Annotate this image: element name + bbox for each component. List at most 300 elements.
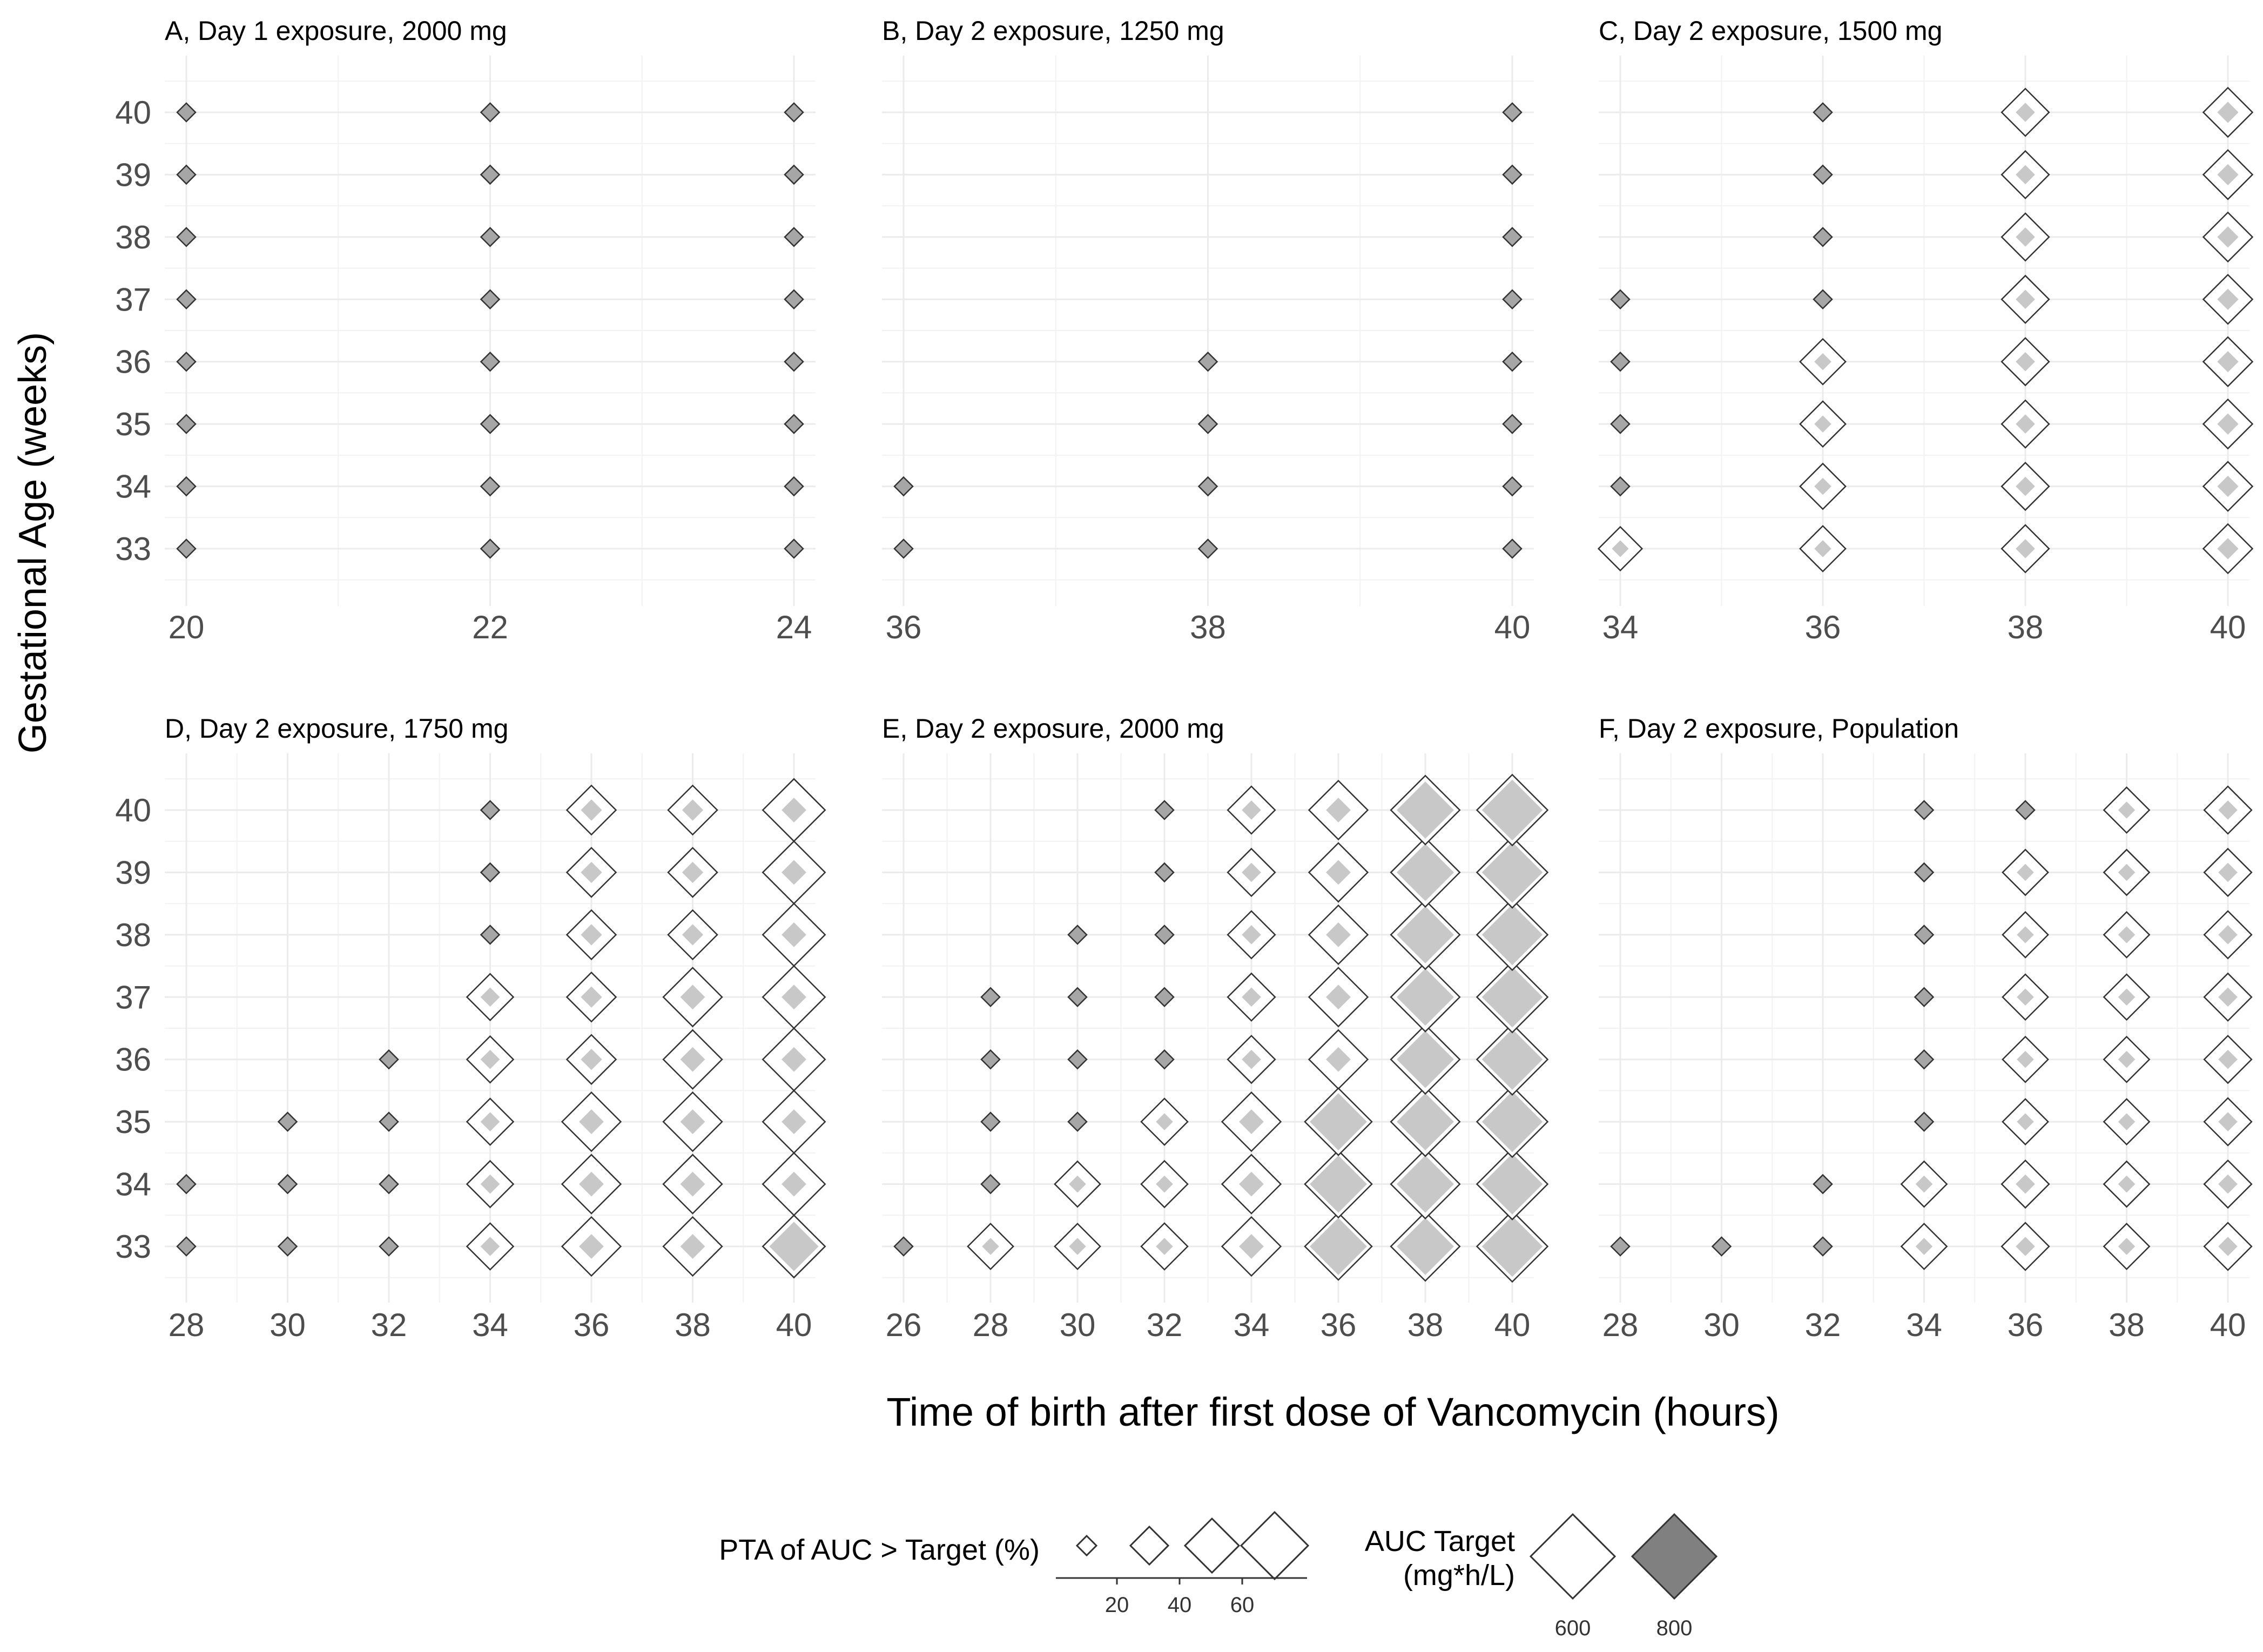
- point-marker: [177, 477, 196, 496]
- data-point: [2203, 150, 2252, 199]
- minor-grid: [1599, 56, 2249, 606]
- point-marker: [279, 1237, 297, 1256]
- minor-grid: [882, 753, 1534, 1303]
- data-point: [2104, 1161, 2149, 1206]
- x-tick-label: 36: [885, 609, 922, 645]
- point-marker: [1155, 863, 1174, 881]
- point-marker: [380, 1112, 398, 1131]
- data-point: [2002, 525, 2049, 572]
- data-point: [2002, 1161, 2049, 1208]
- point-auc800: [769, 1221, 819, 1272]
- data-point: [1228, 973, 1275, 1021]
- data-point: [1199, 415, 1217, 433]
- data-point: [1800, 463, 1846, 509]
- data-point: [1814, 1237, 1832, 1256]
- data-point: [467, 1098, 514, 1145]
- data-point: [177, 353, 196, 371]
- point-marker: [481, 863, 500, 881]
- x-tick-label: 20: [168, 609, 205, 645]
- data-point: [763, 779, 825, 841]
- point-marker: [894, 1237, 913, 1256]
- x-tick-label: 28: [1602, 1307, 1639, 1343]
- data-point: [562, 1093, 621, 1151]
- legend-pta-label-20: 20: [1104, 1593, 1129, 1617]
- point-auc800: [1396, 1155, 1455, 1213]
- y-tick-label: 38: [115, 219, 151, 255]
- data-point: [2203, 212, 2252, 261]
- data-point: [481, 165, 500, 184]
- x-tick-label: 38: [1407, 1307, 1444, 1343]
- data-point: [663, 968, 722, 1027]
- data-point: [481, 477, 500, 496]
- data-point: [467, 974, 514, 1020]
- data-point: [1309, 1030, 1368, 1089]
- data-point: [2002, 338, 2049, 386]
- x-tick-label: 34: [472, 1307, 508, 1343]
- point-marker: [481, 103, 500, 122]
- point-marker: [177, 540, 196, 558]
- data-point: [2204, 1036, 2252, 1083]
- point-marker: [1611, 477, 1629, 496]
- point-marker: [785, 415, 803, 433]
- data-point: [1391, 963, 1460, 1032]
- point-marker: [981, 1112, 1000, 1131]
- data-point: [2204, 849, 2252, 896]
- data-point: [2104, 787, 2149, 833]
- data-point: [2002, 213, 2049, 261]
- point-marker: [1199, 353, 1217, 371]
- data-point: [763, 841, 825, 903]
- data-point: [2204, 1161, 2252, 1208]
- point-marker: [785, 353, 803, 371]
- data-point: [562, 1155, 621, 1213]
- data-point: [380, 1112, 398, 1131]
- data-point: [567, 910, 616, 959]
- data-point: [1713, 1237, 1731, 1256]
- point-marker: [1068, 988, 1087, 1006]
- data-point: [279, 1175, 297, 1194]
- data-point: [1155, 926, 1174, 944]
- data-point: [2204, 1223, 2252, 1270]
- data-point: [1155, 801, 1174, 819]
- x-tick-label: 32: [1804, 1307, 1841, 1343]
- point-auc800: [1396, 968, 1455, 1027]
- point-marker: [981, 988, 1000, 1006]
- data-point: [2203, 524, 2252, 573]
- data-point: [1141, 1223, 1188, 1270]
- point-marker: [177, 353, 196, 371]
- y-tick-label: 39: [115, 157, 151, 193]
- point-marker: [481, 801, 500, 819]
- data-point: [1068, 988, 1087, 1006]
- data-point: [1477, 775, 1548, 846]
- y-tick-label: 39: [115, 854, 151, 891]
- point-marker: [177, 1175, 196, 1194]
- data-point: [2203, 275, 2252, 324]
- point-marker: [1503, 415, 1521, 433]
- y-tick-label: 33: [115, 1229, 151, 1265]
- legend-pta-key-2: [1130, 1527, 1168, 1565]
- data-point: [1915, 988, 1934, 1006]
- data-point: [177, 165, 196, 184]
- data-point: [663, 1155, 722, 1213]
- data-point: [1814, 103, 1832, 122]
- data-point: [968, 1224, 1013, 1269]
- data-point: [1503, 353, 1521, 371]
- data-point: [763, 1028, 825, 1090]
- point-marker: [380, 1050, 398, 1069]
- data-point: [2104, 1099, 2149, 1144]
- data-point: [481, 228, 500, 246]
- data-point: [663, 1217, 722, 1276]
- data-point: [1391, 1212, 1460, 1281]
- x-tick-label: 36: [573, 1307, 610, 1343]
- point-marker: [1068, 926, 1087, 944]
- y-tick-label: 36: [115, 343, 151, 380]
- data-point: [1611, 415, 1629, 433]
- point-marker: [1915, 1112, 1934, 1131]
- data-point: [1228, 1036, 1275, 1083]
- point-auc800: [1481, 1215, 1543, 1277]
- data-point: [1915, 1050, 1934, 1069]
- data-point: [1901, 1224, 1947, 1269]
- x-tick-label: 34: [1602, 609, 1639, 645]
- data-point: [785, 477, 803, 496]
- data-point: [2204, 786, 2252, 834]
- data-point: [763, 966, 825, 1028]
- data-point: [2003, 974, 2048, 1020]
- point-marker: [1199, 477, 1217, 496]
- point-marker: [785, 477, 803, 496]
- panels: [115, 16, 2252, 1343]
- data-point: [663, 1030, 722, 1089]
- y-tick-label: 35: [115, 1104, 151, 1141]
- y-tick-label: 33: [115, 531, 151, 567]
- point-auc800: [1396, 843, 1455, 902]
- point-marker: [1915, 926, 1934, 944]
- x-tick-label: 34: [1233, 1307, 1270, 1343]
- data-point: [467, 1161, 514, 1208]
- data-point: [1155, 1050, 1174, 1069]
- data-point: [1391, 1087, 1460, 1156]
- point-auc800: [1396, 905, 1455, 964]
- x-tick-label: 40: [2210, 1307, 2246, 1343]
- data-point: [1814, 165, 1832, 184]
- data-point: [1915, 1112, 1934, 1131]
- x-tick-label: 38: [2007, 609, 2044, 645]
- data-point: [1305, 1088, 1372, 1155]
- data-point: [1800, 339, 1846, 385]
- data-point: [763, 903, 825, 966]
- legend-pta-key-4: [1241, 1512, 1308, 1579]
- y-tick-label: 37: [115, 281, 151, 318]
- data-point: [567, 785, 616, 834]
- legend-pta-label-40: 40: [1167, 1593, 1192, 1617]
- data-point: [562, 1217, 621, 1276]
- data-point: [481, 103, 500, 122]
- data-point: [1309, 905, 1368, 964]
- point-marker: [1503, 353, 1521, 371]
- data-point: [2002, 400, 2049, 448]
- panel-b: [882, 16, 1534, 645]
- point-marker: [1503, 540, 1521, 558]
- data-point: [1055, 1161, 1100, 1206]
- point-marker: [177, 290, 196, 308]
- data-point: [785, 540, 803, 558]
- legend-pta-key-3: [1185, 1519, 1239, 1573]
- data-point: [1222, 1217, 1281, 1276]
- data-point: [1068, 1050, 1087, 1069]
- point-marker: [785, 228, 803, 246]
- data-point: [894, 477, 913, 496]
- point-marker: [1503, 228, 1521, 246]
- point-marker: [380, 1237, 398, 1256]
- data-point: [1305, 1151, 1372, 1218]
- data-point: [1611, 353, 1629, 371]
- point-marker: [981, 1050, 1000, 1069]
- point-marker: [177, 1237, 196, 1256]
- data-point: [668, 848, 717, 897]
- x-tick-label: 30: [1703, 1307, 1740, 1343]
- point-marker: [177, 103, 196, 122]
- point-marker: [2016, 801, 2035, 819]
- y-tick-label: 35: [115, 406, 151, 443]
- legend-auc-label-800: 800: [1656, 1616, 1693, 1640]
- point-marker: [1713, 1237, 1731, 1256]
- data-point: [481, 353, 500, 371]
- data-point: [2104, 1037, 2149, 1082]
- data-point: [481, 415, 500, 433]
- data-point: [763, 1215, 825, 1277]
- data-point: [177, 477, 196, 496]
- data-point: [1228, 849, 1275, 896]
- x-axis-title: Time of birth after first dose of Vancomycin (hours): [886, 1390, 1780, 1434]
- data-point: [2104, 974, 2149, 1020]
- x-tick-label: 38: [2109, 1307, 2145, 1343]
- point-marker: [785, 290, 803, 308]
- data-point: [1155, 863, 1174, 881]
- data-point: [1477, 837, 1548, 908]
- data-point: [177, 1237, 196, 1256]
- data-point: [1391, 1150, 1460, 1219]
- x-tick-label: 30: [270, 1307, 306, 1343]
- data-point: [894, 1237, 913, 1256]
- data-point: [1503, 540, 1521, 558]
- point-marker: [1155, 801, 1174, 819]
- data-point: [380, 1175, 398, 1194]
- point-marker: [177, 228, 196, 246]
- point-marker: [1814, 228, 1832, 246]
- y-tick-label: 38: [115, 916, 151, 953]
- point-marker: [1611, 1237, 1629, 1256]
- legend: [719, 1512, 1716, 1640]
- data-point: [1228, 911, 1275, 959]
- data-point: [481, 926, 500, 944]
- point-marker: [1611, 415, 1629, 433]
- data-point: [2203, 462, 2252, 511]
- data-point: [981, 1050, 1000, 1069]
- point-marker: [1611, 353, 1629, 371]
- y-axis-title: Gestational Age (weeks): [11, 332, 55, 754]
- x-tick-label: 40: [776, 1307, 812, 1343]
- point-marker: [1814, 1175, 1832, 1194]
- point-marker: [481, 165, 500, 184]
- x-tick-label: 40: [1494, 609, 1531, 645]
- data-point: [785, 165, 803, 184]
- data-point: [177, 228, 196, 246]
- legend-pta-key-1: [1077, 1536, 1096, 1555]
- data-point: [1068, 926, 1087, 944]
- data-point: [2104, 1224, 2149, 1269]
- data-point: [567, 848, 616, 897]
- panel-a-title: A, Day 1 exposure, 2000 mg: [165, 16, 507, 46]
- point-marker: [1814, 1237, 1832, 1256]
- data-point: [2204, 973, 2252, 1021]
- data-point: [1611, 1237, 1629, 1256]
- point-marker: [380, 1175, 398, 1194]
- point-auc800: [1481, 903, 1543, 966]
- legend-auc-label-600: 600: [1554, 1616, 1591, 1640]
- data-point: [1391, 838, 1460, 907]
- point-marker: [1915, 1050, 1934, 1069]
- data-point: [1915, 863, 1934, 881]
- legend-auc-title-line1: AUC Target: [1364, 1525, 1515, 1557]
- data-point: [1155, 988, 1174, 1006]
- x-tick-label: 30: [1059, 1307, 1096, 1343]
- data-point: [2002, 151, 2049, 199]
- point-marker: [1611, 290, 1629, 308]
- point-marker: [1915, 863, 1934, 881]
- data-point: [1309, 781, 1368, 840]
- data-point: [2204, 911, 2252, 959]
- data-point: [2203, 87, 2252, 137]
- x-tick-label: 40: [1494, 1307, 1531, 1343]
- data-point: [1814, 228, 1832, 246]
- point-marker: [1814, 165, 1832, 184]
- data-point: [1222, 1155, 1281, 1213]
- data-point: [1611, 477, 1629, 496]
- data-point: [177, 540, 196, 558]
- x-tick-label: 26: [885, 1307, 922, 1343]
- data-point: [2002, 89, 2049, 136]
- data-point: [1477, 1211, 1548, 1282]
- x-tick-label: 40: [2210, 609, 2246, 645]
- x-tick-label: 36: [1804, 609, 1841, 645]
- data-point: [1901, 1161, 1947, 1206]
- data-point: [279, 1112, 297, 1131]
- data-point: [785, 228, 803, 246]
- panel-d-title: D, Day 2 exposure, 1750 mg: [165, 713, 509, 744]
- point-marker: [481, 540, 500, 558]
- data-point: [177, 290, 196, 308]
- x-tick-label: 28: [168, 1307, 205, 1343]
- data-point: [2003, 912, 2048, 958]
- panel-f: [1599, 713, 2252, 1343]
- data-point: [1222, 1093, 1281, 1151]
- data-point: [481, 801, 500, 819]
- data-point: [894, 540, 913, 558]
- point-marker: [1155, 988, 1174, 1006]
- legend-auc-600-key: [1531, 1514, 1615, 1599]
- data-point: [2104, 912, 2149, 958]
- point-marker: [481, 353, 500, 371]
- data-point: [1814, 290, 1832, 308]
- data-point: [1477, 1087, 1548, 1157]
- data-point: [1477, 1024, 1548, 1095]
- point-marker: [1155, 926, 1174, 944]
- data-point: [1599, 527, 1642, 571]
- point-marker: [177, 415, 196, 433]
- point-marker: [1915, 988, 1934, 1006]
- data-point: [1800, 401, 1846, 447]
- y-tick-label: 40: [115, 792, 151, 828]
- y-tick-label: 36: [115, 1041, 151, 1078]
- data-point: [1141, 1098, 1188, 1145]
- point-marker: [785, 540, 803, 558]
- point-marker: [785, 165, 803, 184]
- data-point: [2104, 849, 2149, 895]
- point-marker: [1068, 1050, 1087, 1069]
- data-point: [380, 1050, 398, 1069]
- point-marker: [1915, 801, 1934, 819]
- data-point: [981, 988, 1000, 1006]
- data-point: [2003, 1099, 2048, 1144]
- data-point: [1503, 165, 1521, 184]
- legend-pta-label-60: 60: [1230, 1593, 1255, 1617]
- point-marker: [1503, 165, 1521, 184]
- data-point: [1503, 290, 1521, 308]
- data-point: [1391, 900, 1460, 969]
- point-marker: [279, 1112, 297, 1131]
- point-marker: [481, 477, 500, 496]
- y-tick-label: 34: [115, 1166, 151, 1203]
- point-marker: [481, 228, 500, 246]
- data-point: [1391, 1025, 1460, 1094]
- data-point: [279, 1237, 297, 1256]
- data-point: [663, 1093, 722, 1151]
- point-auc800: [1309, 1217, 1368, 1276]
- panel-b-title: B, Day 2 exposure, 1250 mg: [882, 16, 1224, 46]
- point-auc800: [1396, 781, 1455, 840]
- data-point: [1068, 1112, 1087, 1131]
- point-auc800: [1481, 1090, 1543, 1152]
- data-point: [2002, 275, 2049, 323]
- point-marker: [279, 1175, 297, 1194]
- data-point: [2203, 400, 2252, 449]
- data-point: [467, 1036, 514, 1083]
- point-marker: [1814, 103, 1832, 122]
- data-point: [1915, 926, 1934, 944]
- data-point: [1503, 103, 1521, 122]
- data-point: [763, 1090, 825, 1152]
- data-point: [2002, 463, 2049, 510]
- point-marker: [177, 165, 196, 184]
- x-tick-label: 38: [1190, 609, 1226, 645]
- data-point: [2002, 1223, 2049, 1270]
- point-auc800: [1396, 1030, 1455, 1089]
- data-point: [1309, 843, 1368, 902]
- point-auc800: [1396, 1093, 1455, 1151]
- x-tick-label: 22: [472, 609, 508, 645]
- point-auc800: [1481, 779, 1543, 841]
- panel-c-title: C, Day 2 exposure, 1500 mg: [1599, 16, 1943, 46]
- data-point: [1915, 801, 1934, 819]
- data-point: [785, 290, 803, 308]
- y-tick-label: 37: [115, 979, 151, 1016]
- panel-f-title: F, Day 2 exposure, Population: [1599, 713, 1959, 744]
- point-auc800: [1309, 1093, 1368, 1151]
- point-marker: [1068, 1112, 1087, 1131]
